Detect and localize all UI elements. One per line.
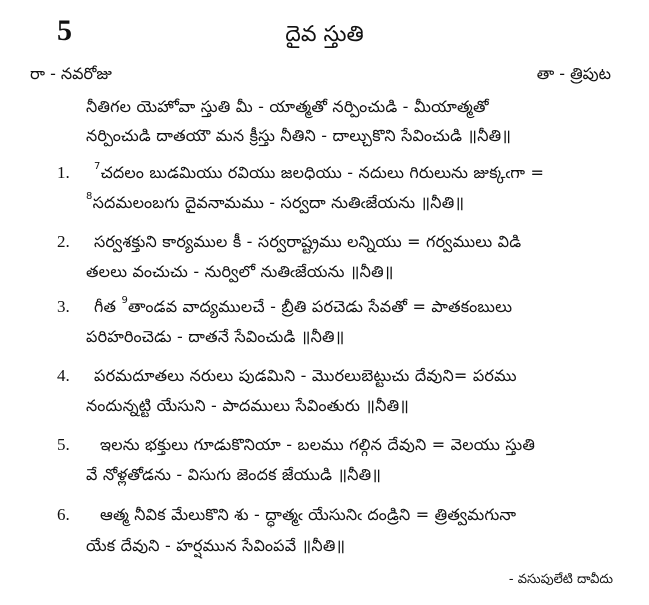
- footnote-marker: 9: [121, 295, 129, 306]
- verse-1-line-2: $^8$సదమలంబగు దైవనామము - సర్వదా నుతిఁజేయను ॥నీతి॥: [86, 191, 465, 212]
- verse-number: 3.: [57, 297, 70, 316]
- verse-number: 5.: [57, 435, 70, 454]
- song-number: 5: [57, 14, 72, 47]
- verse-6-line-1: ఆత్మ నీవిక మేలుకొని శు - ద్ధాత్మఁ యేసునిఁ దండ్రిని = త్రిత్వమగునా: [100, 505, 517, 524]
- footnote-marker: 8: [86, 191, 93, 202]
- verse-4-line-2: నందున్నట్టి యేసుని - పాదములు సేవింతురు ॥నీతి॥: [86, 396, 410, 415]
- verse-5-line-2: వే నోళ్లతోడను - విసుగు జెందక జేయుడి ॥నీతి॥: [86, 465, 382, 484]
- raga-label: రా - నవరోజు: [30, 64, 112, 83]
- verse-3-line-1: గీత $^9$తాండవ వాద్యములచే - బ్రీతి పరచెడు సేవతో = పాతకంబులు: [94, 295, 513, 316]
- verse-4-line-1: పరమదూతలు నరులు పుడమిని - మొరలుబెట్టుచు దేవుని= పరము: [94, 366, 517, 385]
- verse-3-line-2: పరిహరించెడు - దాతనే సేవించుడి ॥నీతి॥: [86, 327, 345, 346]
- verse-2-line-1: సర్వశక్తుని కార్యముల కీ - సర్వరాష్ట్రము లన్నియు = గర్వములు విడి: [94, 232, 522, 251]
- pallavi-line-1: నీతిగల యెహోవా స్తుతి మీ - యాత్మతో నర్పించుడి - మీయాత్మతో: [86, 97, 489, 116]
- verse-5-line-1: ఇలను భక్తులు గూడుకొనియా - బలము గల్గిన దేవుని = వెలయు స్తుతి: [100, 435, 536, 454]
- verse-number: 2.: [57, 232, 70, 251]
- verse-number: 6.: [57, 505, 70, 524]
- verse-6-line-2: యేక దేవుని - హర్షమున సేవింపవే ॥నీతి॥: [86, 536, 346, 555]
- song-title: దైవ స్తుతి: [285, 22, 364, 47]
- verse-number: 1.: [57, 163, 70, 182]
- pallavi-line-2: నర్పించుడి దాతయౌ మన క్రీస్తు నీతిని - దాల్చుకొని సేవించుడి ॥నీతి॥: [86, 126, 512, 145]
- tala-label: తా - త్రిపుట: [536, 64, 611, 83]
- footnote-marker: 7: [94, 161, 101, 172]
- verse-number: 4.: [57, 366, 70, 385]
- verse-2-line-2: తలలు వంచుచు - నుర్విలో నుతిఁజేయను ॥నీతి॥: [86, 262, 394, 281]
- author-credit: - వసుపులేటి దావీదు: [508, 572, 613, 587]
- verse-1-line-1: $^7$చదలం బుడమియు రవియు జలధియు - నదులు గిరులును జుక్కఁగా =: [94, 161, 545, 182]
